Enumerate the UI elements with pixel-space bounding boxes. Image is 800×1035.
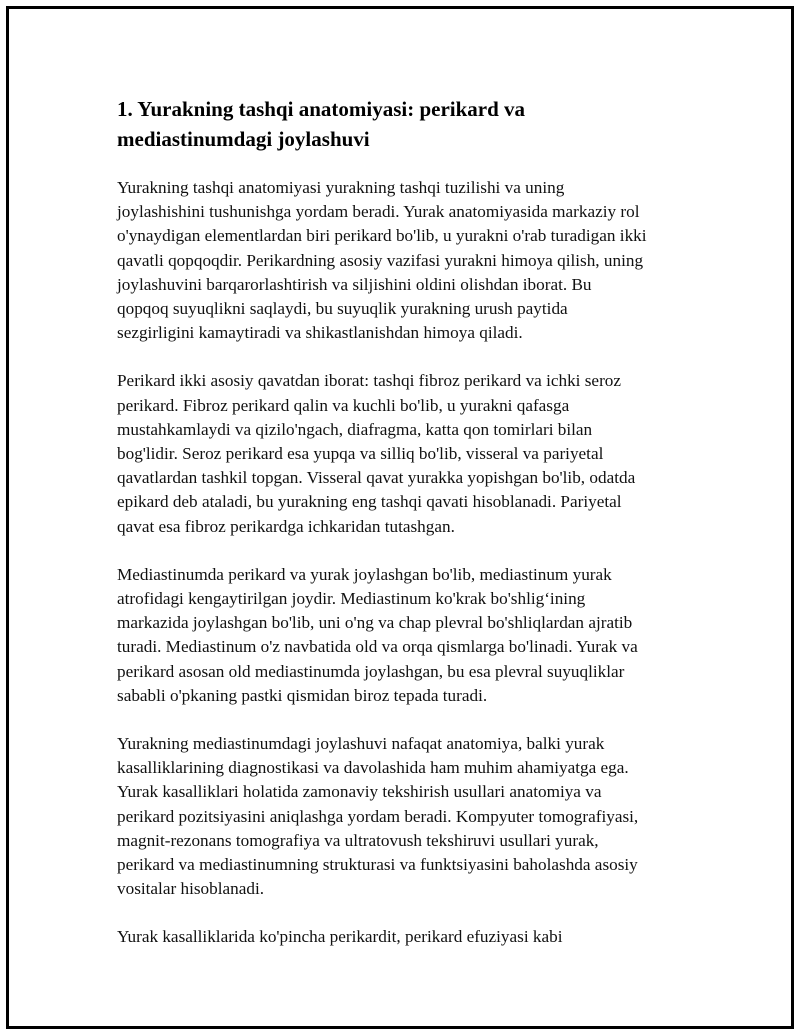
- paragraph-2: Perikard ikki asosiy qavatdan iborat: tashqi fibroz perikard va ichki seroz perikard. Fibroz perikard qalin va kuchli bo'lib, u yurakni qafasga mustahkamlaydi va qizilo'ngach, diafragma, katta qon tomirlari bilan bog'lidir. Seroz perikard esa yupqa va silliq bo'lib, visseral va pariyetal qavatlardan tashkil topgan. Visseral qavat yurakka yopishgan bo'lib, odatda epikard deb ataladi, bu yurakning eng tashqi qavati hisoblanadi. Pariyetal qavat esa fibroz perikardga ichkaridan tutashgan.: [117, 371, 636, 536]
- paragraph-1: Yurakning tashqi anatomiyasi yurakning tashqi tuzilishi va uning joylashishini tushunishga yordam beradi. Yurak anatomiyasida markaziy rol o'ynaydigan elementlardan biri perikard bo'lib, u yurakni o'rab turadigan ikki qavatli qopqoqdir. Perikardning asosiy vazifasi yurakni himoya qilish, uning joylashuvini barqarorlashtirish va siljishini oldini olishdan iborat. Bu qopqoq suyuqlikni saqlaydi, bu suyuqlik yurakning urush paytida sezgirligini kamaytiradi va shikastlanishdan himoya qiladi.: [117, 178, 647, 343]
- paragraph-3: Mediastinumda perikard va yurak joylashgan bo'lib, mediastinum yurak atrofidagi kengaytirilgan joydir. Mediastinum ko'krak bo'shlig‘ining markazida joylashgan bo'lib, uni o'ng va chap plevral bo'shliqlardan ajratib turadi. Mediastinum o'z navbatida old va orqa qismlarga bo'linadi. Yurak va perikard asosan old mediastinumda joylashgan, bu esa plevral suyuqliklar sababli o'pkaning pastki qismidan biroz tepada turadi.: [117, 564, 638, 705]
- section-heading: 1. Yurakning tashqi anatomiyasi: perikard va mediastinumdagi joylashuvi: [117, 97, 526, 151]
- paragraph-5: Yurak kasalliklarida ko'pincha perikardit, perikard efuziyasi kabi: [117, 927, 563, 947]
- paragraph-4: Yurakning mediastinumdagi joylashuvi nafaqat anatomiya, balki yurak kasalliklarining diagnostikasi va davolashida ham muhim ahamiyatga ega. Yurak kasalliklari holatida zamonaviy tekshirish usullari anatomiya va perikard pozitsiyasini aniqlashga yordam beradi. Kompyuter tomografiyasi, magnit-rezonans tomografiya va ultratovush tekshiruvi usullari yurak, perikard va mediastinumning strukturasi va funktsiyasini baholashda asosiy vositalar hisoblanadi.: [117, 734, 639, 899]
- document-body: [117, 94, 687, 974]
